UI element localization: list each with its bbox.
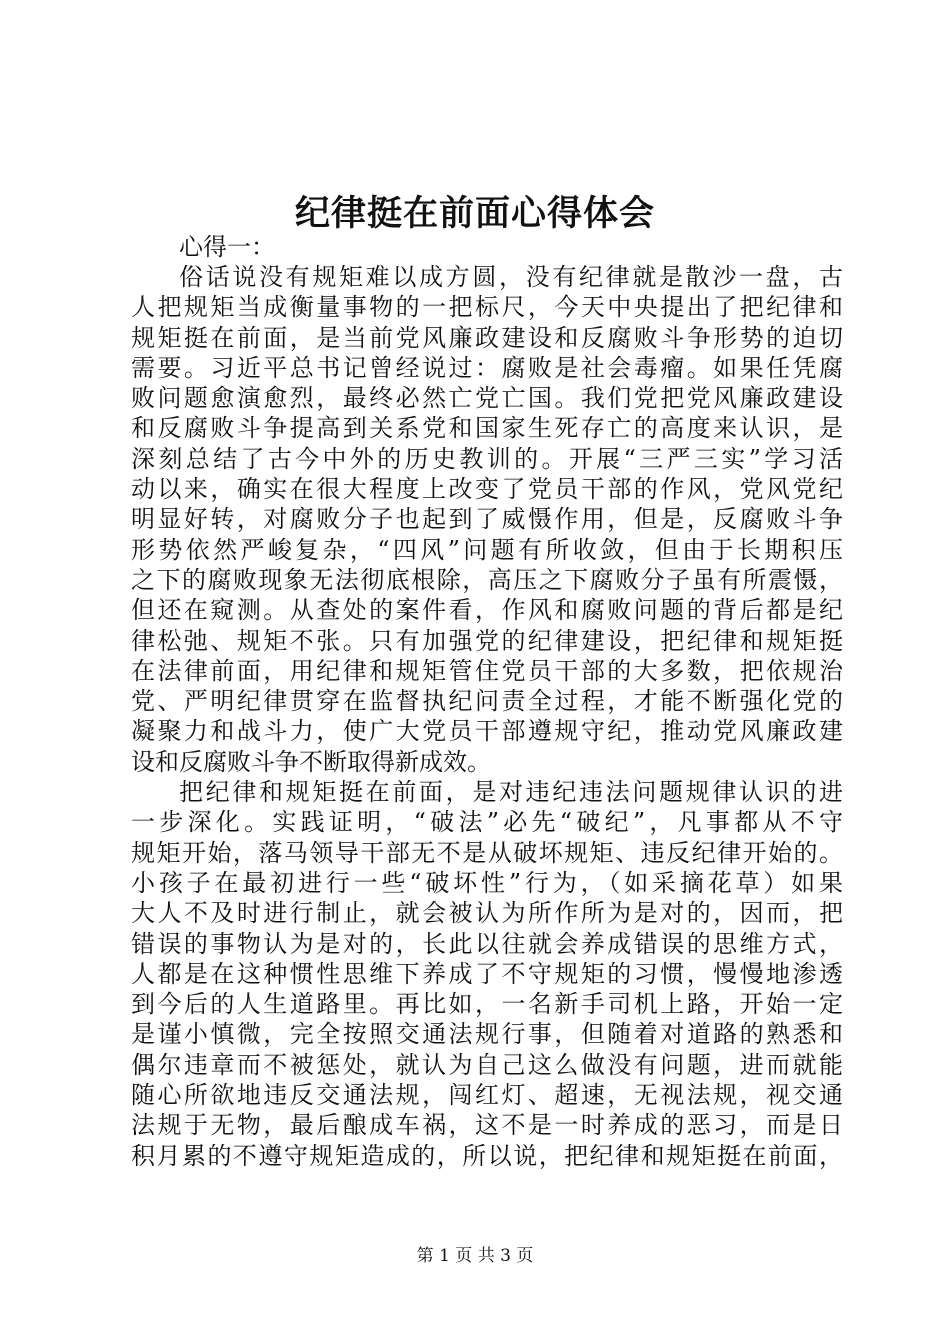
text-line: 到今后的人生道路里。再比如，一名新手司机上路，开始一定 bbox=[131, 990, 843, 1019]
text-line: 规矩开始，落马领导干部无不是从破坏规矩、违反纪律开始的。 bbox=[131, 838, 843, 867]
text-line: 规矩挺在前面，是当前党风廉政建设和反腐败斗争形势的迫切 bbox=[131, 323, 843, 352]
text-line: 法规于无物，最后酿成车祸，这不是一时养成的恶习，而是日 bbox=[131, 1111, 843, 1140]
text-line: 俗话说没有规矩难以成方圆，没有纪律就是散沙一盘，古 bbox=[179, 263, 843, 291]
text-line: 败问题愈演愈烈，最终必然亡党亡国。我们党把党风廉政建设 bbox=[131, 384, 843, 413]
document-body bbox=[131, 232, 843, 1171]
text-line: 律松弛、规矩不张。只有加强党的纪律建设，把纪律和规矩挺 bbox=[131, 626, 843, 655]
text-line: 人都是在这种惯性思维下养成了不守规矩的习惯，慢慢地渗透 bbox=[131, 959, 843, 988]
text-line: 需要。习近平总书记曾经说过：腐败是社会毒瘤。如果任凭腐 bbox=[131, 353, 843, 382]
text-line: 把纪律和规矩挺在前面，是对违纪违法问题规律认识的进 bbox=[179, 778, 843, 807]
text-line: 凝聚力和战斗力，使广大党员干部遵规守纪，推动党风廉政建 bbox=[131, 717, 843, 746]
paragraph-1 bbox=[131, 262, 843, 777]
text-line: 但还在窥测。从查处的案件看，作风和腐败问题的背后都是纪 bbox=[131, 596, 843, 625]
text-line: 大人不及时进行制止，就会被认为所作所为是对的，因而，把 bbox=[131, 899, 843, 928]
text-line: 之下的腐败现象无法彻底根除，高压之下腐败分子虽有所震慑， bbox=[131, 565, 843, 594]
text-line: 和反腐败斗争提高到关系党和国家生死存亡的高度来认识，是 bbox=[131, 414, 843, 443]
text-line: 错误的事物认为是对的，长此以往就会养成错误的思维方式， bbox=[131, 929, 843, 958]
text-line: 人把规矩当成衡量事物的一把标尺，今天中央提出了把纪律和 bbox=[131, 293, 843, 322]
text-line: 动以来，确实在很大程度上改变了党员干部的作风，党风党纪 bbox=[131, 475, 843, 504]
text-line: 设和反腐败斗争不断取得新成效。 bbox=[131, 747, 491, 776]
text-line: 随心所欲地违反交通法规，闯红灯、超速，无视法规，视交通 bbox=[131, 1081, 843, 1110]
section-label: 心得一： bbox=[179, 233, 275, 261]
paragraph-2 bbox=[131, 777, 843, 1171]
document-title: 纪律挺在前面心得体会 bbox=[294, 193, 655, 234]
text-line: 在法律前面，用纪律和规矩管住党员干部的大多数，把依规治 bbox=[131, 656, 843, 685]
text-line: 一步深化。实践证明，“破法”必先“破纪”，凡事都从不守 bbox=[131, 808, 843, 837]
text-line: 积月累的不遵守规矩造成的，所以说，把纪律和规矩挺在前面， bbox=[131, 1141, 843, 1170]
page-footer: 第 1 页 共 3 页 bbox=[416, 1246, 534, 1266]
text-line: 小孩子在最初进行一些“破坏性”行为，（如采摘花草）如果 bbox=[131, 868, 843, 897]
text-line: 形势依然严峻复杂，“四风”问题有所收敛，但由于长期积压 bbox=[131, 535, 843, 564]
text-line: 是谨小慎微，完全按照交通法规行事，但随着对道路的熟悉和 bbox=[131, 1020, 843, 1049]
text-line: 偶尔违章而不被惩处，就认为自己这么做没有问题，进而就能 bbox=[131, 1050, 843, 1079]
text-line: 党、严明纪律贯穿在监督执纪问责全过程，才能不断强化党的 bbox=[131, 687, 843, 716]
text-line: 深刻总结了古今中外的历史教训的。开展“三严三实”学习活 bbox=[131, 444, 843, 473]
text-line: 明显好转，对腐败分子也起到了威慑作用，但是，反腐败斗争 bbox=[131, 505, 843, 534]
